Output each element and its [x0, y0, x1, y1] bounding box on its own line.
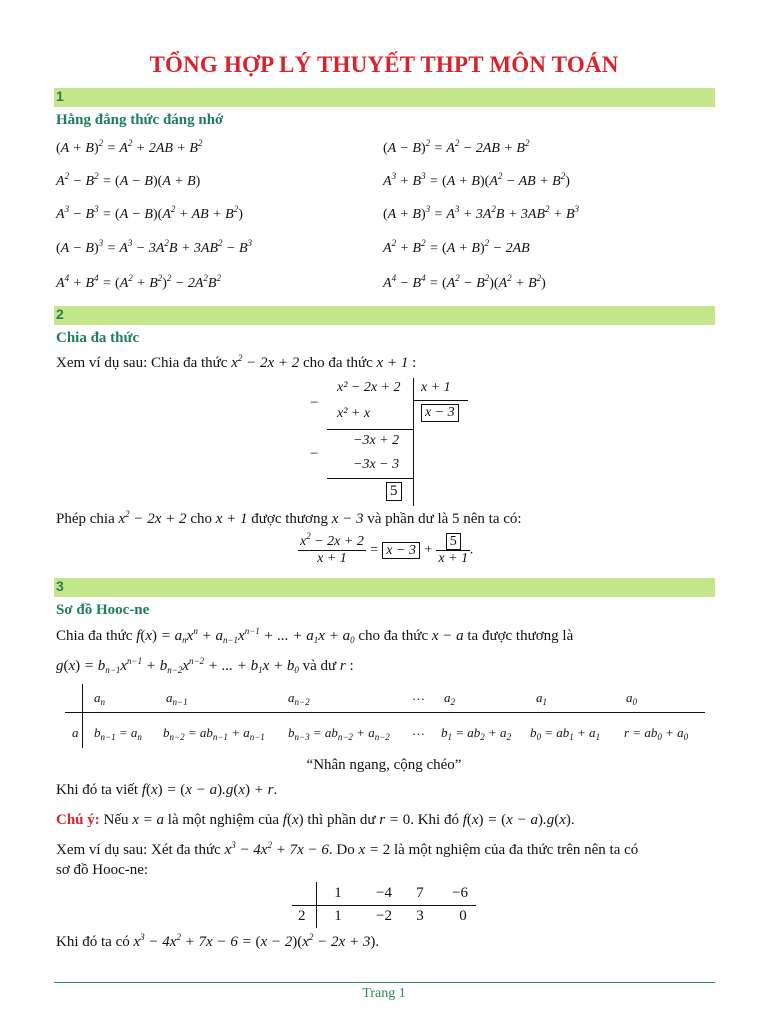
identity-1: $(A + B)^2 = A^2 + 2AB + B^2$ — [56, 138, 203, 156]
division-sub-line-2 — [327, 478, 413, 479]
division-result-text: Phép chia $x^2 - 2x + 2$ cho x + 1 được thương x − 3 và phần dư là 5 nên ta có: — [56, 509, 522, 527]
identity-2: $(A - B)^2 = A^2 - 2AB + B^2$ — [383, 138, 530, 156]
horner-coef-an1: $a_{n-1}$ — [166, 690, 188, 707]
horner-b-n3: $b_{n-3} = ab_{n-2} + a_{n-2}$ — [288, 725, 390, 742]
identity-6: $(A + B)^3 = A^3 + 3A^2B + 3AB^2 + B^3$ — [383, 204, 580, 222]
division-quotient: x − 3 — [421, 404, 459, 422]
example-root: 2 — [298, 908, 306, 924]
division-minus-2: − — [310, 446, 319, 462]
page-title: TỔNG HỢP LÝ THUYẾT THPT MÔN TOÁN — [149, 52, 619, 77]
section-number: 2 — [56, 306, 64, 322]
horner-table-hline — [65, 712, 705, 713]
division-sub-line-1 — [327, 429, 413, 430]
example-bottom-3: 0 — [459, 908, 467, 924]
division-divisor-line — [413, 400, 468, 401]
horner-coef-a2: $a_2$ — [444, 690, 455, 707]
horner-coef-an2: $a_{n-2}$ — [288, 690, 310, 707]
identity-4: $A^3 + B^3 = (A + B)(A^2$ − AB + $B^2$) — [383, 171, 570, 189]
horner-remainder-r: $r = ab_0 + a_0$ — [624, 725, 689, 742]
division-dividend: x² − 2x + 2 — [337, 380, 401, 395]
horner-table-vline — [82, 684, 83, 748]
division-divisor: x + 1 — [421, 380, 451, 395]
identity-10: $A^4 - B^4 = (A^2 - B^2)(A^2 + B^2)$ — [383, 273, 546, 291]
horner-khi-do: Khi đó ta viết f(x) = (x − a).g(x) + r. — [56, 782, 278, 798]
section-number: 3 — [56, 578, 64, 594]
example-top-2: 7 — [416, 885, 424, 901]
division-row3: −3x + 2 — [353, 433, 400, 448]
division-intro: Xem ví dụ sau: Chia đa thức $x^2 - 2x + 2$ cho đa thức x + 1 : — [56, 353, 417, 371]
horner-example-line-1: Xem ví dụ sau: Xét đa thức $x^3 - 4x^2 + 7x - 6$. Do x = 2 là một nghiệm của đa thức trên nên ta có — [56, 840, 639, 858]
division-result-formula: $\frac{x^2 - 2x + 2}{x + 1}$ = x − 3 + $\frac{5}{x + 1}$ . — [300, 531, 474, 566]
example-bottom-2: 3 — [416, 908, 424, 924]
example-top-1: −4 — [376, 885, 392, 901]
horner-coef-an: $a_n$ — [94, 690, 105, 707]
section-heading-horner: Sơ đồ Hooc-ne — [56, 602, 150, 618]
example-table-hline — [292, 905, 476, 906]
footer-divider — [54, 982, 715, 983]
identity-9: $A^4 + B^4 = (A^2 + B^2)^2 - 2A^2B^2$ — [56, 273, 221, 291]
division-row4: −3x − 3 — [353, 457, 400, 472]
horner-root-a: a — [72, 725, 79, 740]
identity-8: $A^2 + B^2 = (A + B)^2 - 2AB$ — [383, 238, 530, 256]
horner-line-2: $g(x) = b_{n-1}x^{n-1} + b_{n-2}x^{n-2}$ + ... + $b_1x + b_0$ và dư r : — [56, 656, 354, 675]
section-bar-1 — [54, 88, 715, 107]
horner-b-n1: $b_{n-1} = a_n$ — [94, 725, 142, 742]
horner-final: Khi đó ta có $x^3 - 4x^2 + 7x - 6 = (x - 2)(x^2 - 2x + 3)$. — [56, 932, 380, 950]
section-heading-identities: Hằng đẳng thức đáng nhớ — [56, 112, 224, 128]
horner-b-1: $b_1 = ab_2 + a_2$ — [441, 725, 512, 742]
horner-coef-a0: $a_0$ — [626, 690, 637, 707]
identity-5: $A^3 - B^3 = (A - B)(A^2$ + AB + $B^2$) — [56, 204, 243, 222]
division-vertical-line — [413, 378, 414, 506]
horner-coef-a1: $a_1$ — [536, 690, 547, 707]
section-bar-3 — [54, 578, 715, 597]
horner-example-line-2: sơ đồ Hooc-ne: — [56, 862, 149, 878]
example-bottom-1: −2 — [376, 908, 392, 924]
example-top-0: 1 — [334, 885, 342, 901]
example-top-3: −6 — [452, 885, 468, 901]
division-remainder: 5 — [386, 482, 402, 501]
division-minus-1: − — [310, 395, 319, 411]
section-heading-division: Chia đa thức — [56, 330, 140, 346]
identity-7: $(A - B)^3 = A^3 - 3A^2B + 3AB^2 - B^3$ — [56, 238, 253, 256]
horner-caption: “Nhân ngang, cộng chéo” — [306, 757, 462, 773]
horner-note: Chú ý: Nếu x = a là một nghiệm của f(x) thì phần dư r = 0. Khi đó f(x) = (x − a).g(x). — [56, 812, 575, 828]
horner-b-ellipsis: … — [412, 723, 425, 738]
horner-b-0: $b_0 = ab_1 + a_1$ — [530, 725, 601, 742]
section-number: 1 — [56, 88, 64, 104]
example-bottom-0: 1 — [334, 908, 342, 924]
section-bar-2 — [54, 306, 715, 325]
horner-b-n2: $b_{n-2} = ab_{n-1} + a_{n-1}$ — [163, 725, 265, 742]
horner-coef-ellipsis: … — [412, 688, 425, 703]
identity-3: $A^2 - B^2 = (A - B)(A + B)$ — [56, 171, 201, 189]
horner-line-1: Chia đa thức $f(x) = a_nx^n + a_{n-1}x^{n-1}$ + ... + $a_1x + a_0$ cho đa thức x − a ta được thương là — [56, 626, 574, 645]
division-row2: x² + x — [337, 406, 371, 421]
page-number: Trang 1 — [362, 986, 406, 1001]
